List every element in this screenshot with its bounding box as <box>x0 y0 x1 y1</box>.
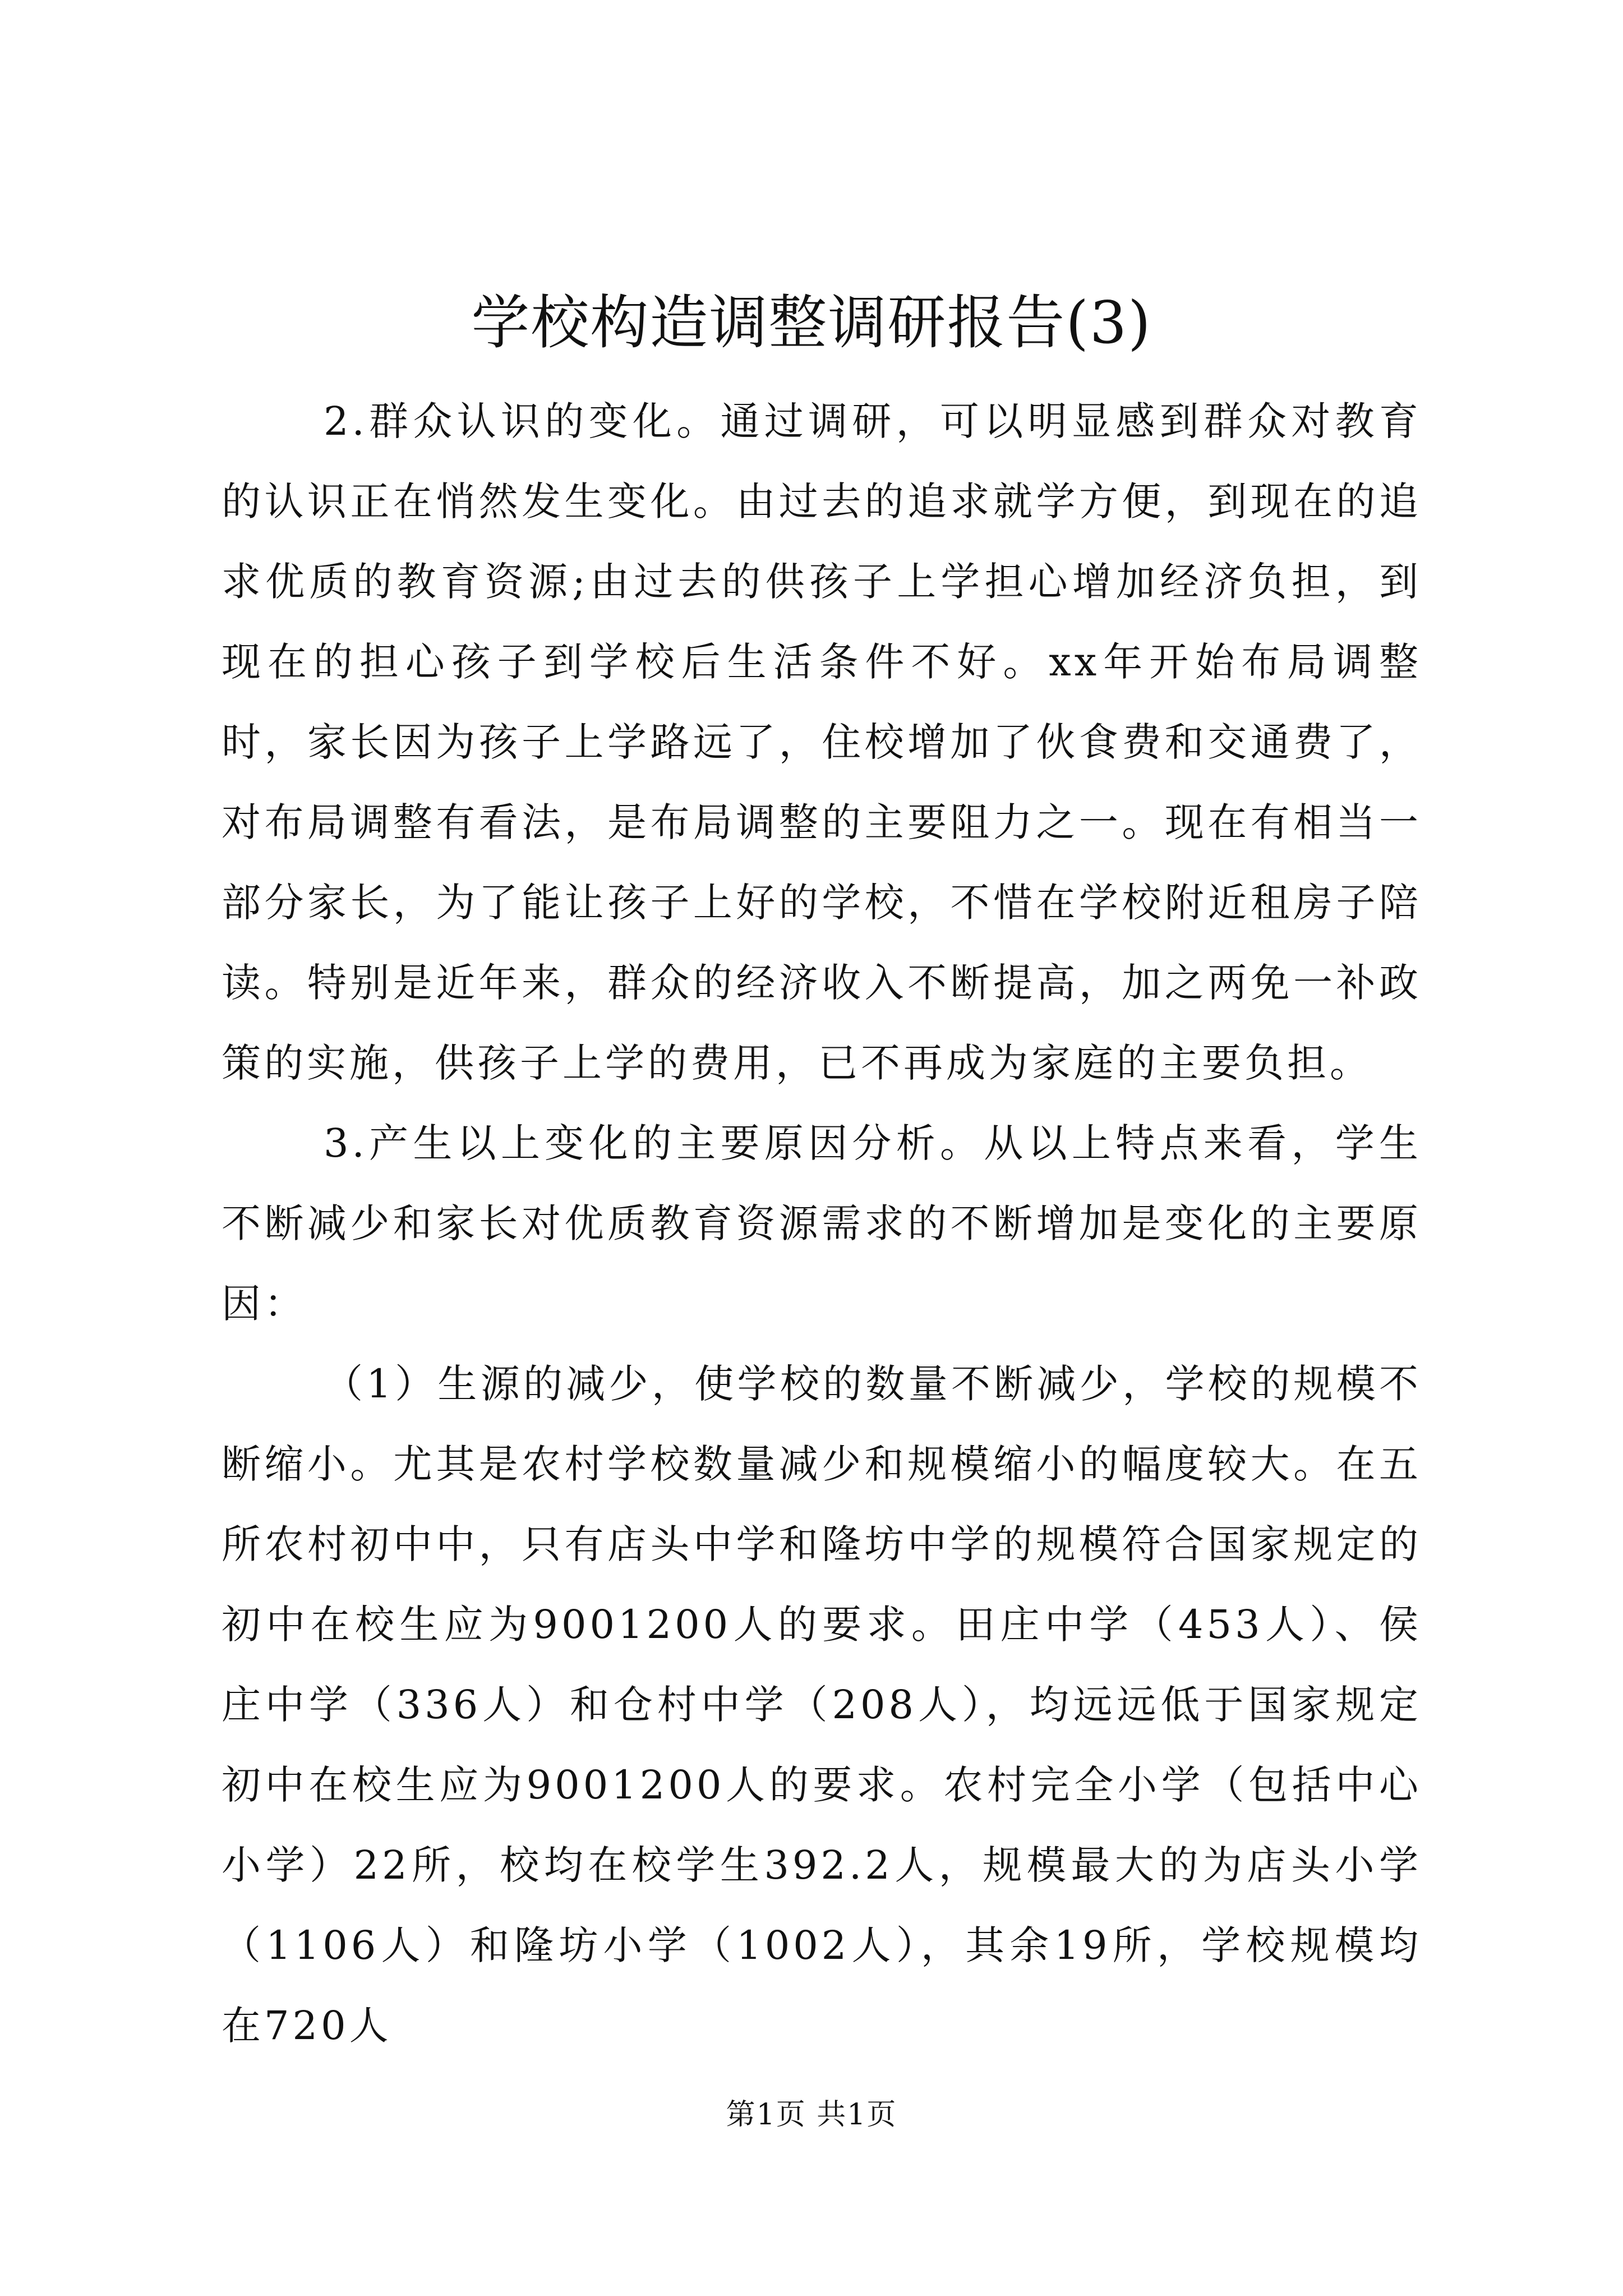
paragraph-cause-analysis: 3.产生以上变化的主要原因分析。从以上特点来看，学生不断减少和家长对优质教育资源需求的不断增加是变化的主要原因： <box>222 1120 1422 1327</box>
document-title: 学校构造调整调研报告(3) <box>471 288 1152 357</box>
document-body <box>222 381 1422 2066</box>
page-number-footer: 第1页 共1页 <box>726 2098 897 2132</box>
paragraph-public-awareness: 2.群众认识的变化。通过调研，可以明显感到群众对教育的认识正在悄然发生变化。由过去的追求就学方便，到现在的追求优质的教育资源;由过去的供孩子上学担心增加经济负担，到现在的担心孩子到学校后生活条件不好。xx年开始布局调整时，家长因为孩子上学路远了，住校增加了伙食费和交通费了，对布局调整有看法，是布局调整的主要阻力之一。现在有相当一部分家长，为了能让孩子上好的学校，不惜在学校附近租房子陪读。特别是近年来，群众的经济收入不断提高，加之两免一补政策的实施，供孩子上学的费用，已不再成为家庭的主要负担。 <box>222 398 1422 1086</box>
paragraph-student-decline: （1）生源的减少，使学校的数量不断减少，学校的规模不断缩小。尤其是农村学校数量减少和规模缩小的幅度较大。在五所农村初中中，只有店头中学和隆坊中学的规模符合国家规定的初中在校生应为9001200人的要求。田庄中学（453人）、侯庄中学（336人）和仓村中学（208人），均远远低于国家规定初中在校生应为9001200人的要求。农村完全小学（包括中心小学）22所，校均在校学生392.2人，规模最大的为店头小学（1106人）和隆坊小学（1002人），其余19所，学校规模均在720人 <box>222 1361 1422 2049</box>
